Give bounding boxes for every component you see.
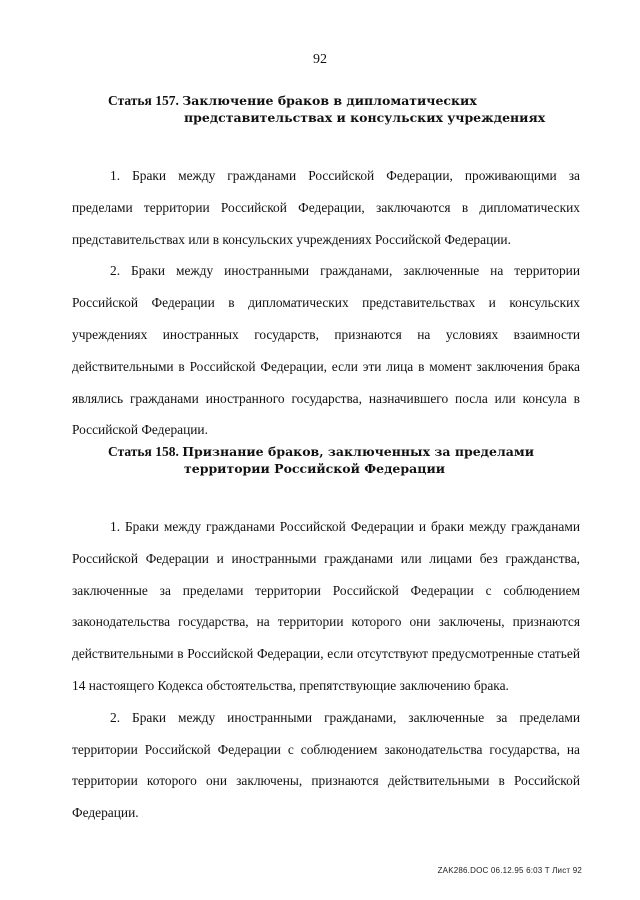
article-title-line1: Заключение браков в дипломатических <box>182 93 477 108</box>
article-title-line2: представительствах и консульских учреждениях <box>184 110 546 125</box>
paragraph: 2. Браки между иностранными гражданами, заключенные на территории Российской Федерации в дипломатических представительствах и консульских учреждениях иностранных государств, признаются на условиях взаимности действительными в Российской Федерации, если эти лица в момент заключения брака являлись гражданами иностранного государства, назначившего посла или консула в Российской Федерации. <box>72 263 580 438</box>
document-footer: ZAK286.DOC 06.12.95 6:03 T Лист 92 <box>437 866 582 875</box>
article-heading <box>72 92 580 126</box>
article-title-line2: территории Российской Федерации <box>184 461 445 476</box>
article-heading <box>72 443 580 477</box>
paragraph: 1. Браки между гражданами Российской Федерации, проживающими за пределами территории Российской Федерации, заключаются в дипломатических представительствах или в консульских учреждениях Российской Федерации. <box>72 168 580 247</box>
article-body <box>72 160 580 446</box>
page-number: 92 <box>313 52 327 67</box>
article-label: Статья 157. <box>108 93 179 108</box>
article-title-line1: Признание браков, заключенных за пределами <box>182 444 534 459</box>
article-label: Статья 158. <box>108 444 179 459</box>
article-157 <box>72 92 580 446</box>
paragraph: 2. Браки между иностранными гражданами, заключенные за пределами территории Российской Федерации с соблюдением законодательства государства, на территории которого они заключены, признаются действительными в Российской Федерации. <box>72 709 580 821</box>
article-158 <box>72 443 580 829</box>
article-body <box>72 511 580 829</box>
paragraph: 1. Браки между гражданами Российской Федерации и браки между гражданами Российской Федерации и иностранными гражданами или лицами без гражданства, заключенные за пределами территории Российской Федерации с соблюдением законодательства государства, на территории которого они заключены, признаются действительными в Российской Федерации, если отсутствуют предусмотренные статьей 14 настоящего Кодекса обстоятельства, препятствующие заключению брака. <box>72 519 580 693</box>
